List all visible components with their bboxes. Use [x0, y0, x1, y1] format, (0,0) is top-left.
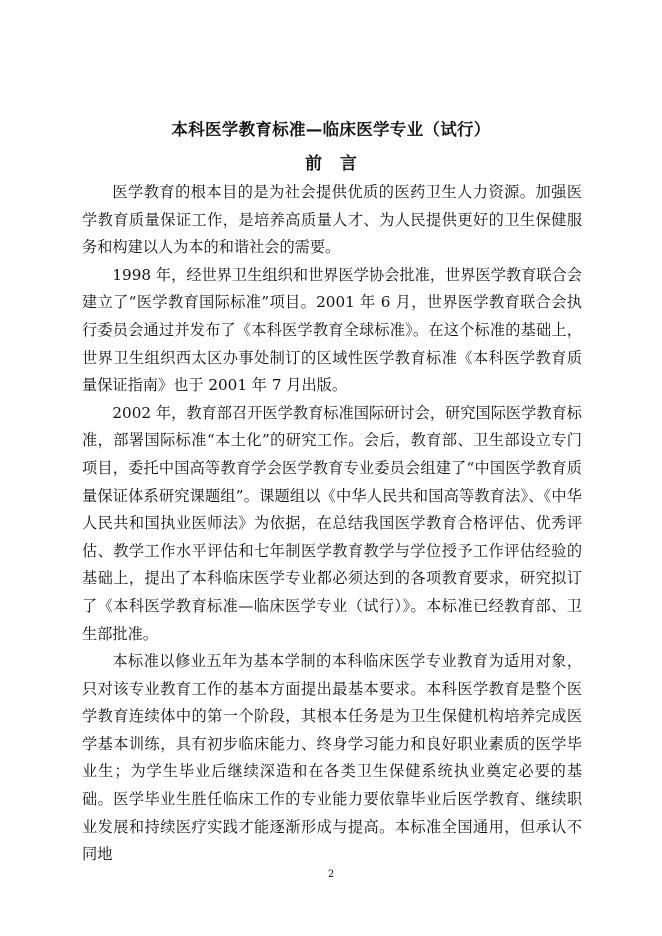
document-title: 本科医学教育标准—临床医学专业（试行）: [171, 120, 491, 139]
paragraph: 本标准以修业五年为基本学制的本科临床医学专业教育为适用对象，只对该专业教育工作的基本方面提出最基本要求。本科医学教育是整个医学教育连续体中的第一个阶段，其根本任务是为卫生保健机构培养完成医学基本训练，具有初步临床能力、终身学习能力和良好职业素质的医学毕业生；为学生毕业后继续深造和在各类卫生保健系统执业奠定必要的基础。医学毕业生胜任临床工作的专业能力要依靠毕业后医学教育、继续职业发展和持续医疗实践才能逐渐形成与提高。本标准全国通用，但承认不同地: [82, 652, 582, 864]
paragraph: 2002 年，教育部召开医学教育标准国际研讨会，研究国际医学教育标准，部署国际标准“本土化”的研究工作。会后，教育部、卫生部设立专门项目，委托中国高等教育学会医学教育专业委员会组建了“中国医学教育质量保证体系研究课题组”。课题组以《中华人民共和国高等教育法》、《中华人民共和国执业医师法》为依据，在总结我国医学教育合格评估、优秀评估、教学工作水平评估和七年制医学教育教学与学位授予工作评估经验的基础上，提出了本科临床医学专业都必须达到的各项教育要求，研究拟订了《本科医学教育标准—临床医学专业（试行）》。本标准已经教育部、卫生部批准。: [82, 403, 582, 643]
body-text: [82, 179, 582, 869]
paragraph: 1998 年，经世界卫生组织和世界医学协会批准，世界医学教育联合会建立了“医学教育国际标准”项目。2001 年 6 月，世界医学教育联合会执行委员会通过并发布了《本科医学教育全球标准》。在这个标准的基础上，世界卫生组织西太区办事处制订的区域性医学教育标准《本科医学教育质量保证指南》也于 2001 年 7 月出版。: [82, 265, 582, 395]
paragraph: 医学教育的根本目的是为社会提供优质的医药卫生人力资源。加强医学教育质量保证工作，是培养高质量人才、为人民提供更好的卫生保健服务和构建以人为本的和谐社会的需要。: [82, 183, 582, 257]
page-number: 2: [327, 869, 335, 880]
section-heading-preface: 前言: [305, 154, 375, 174]
